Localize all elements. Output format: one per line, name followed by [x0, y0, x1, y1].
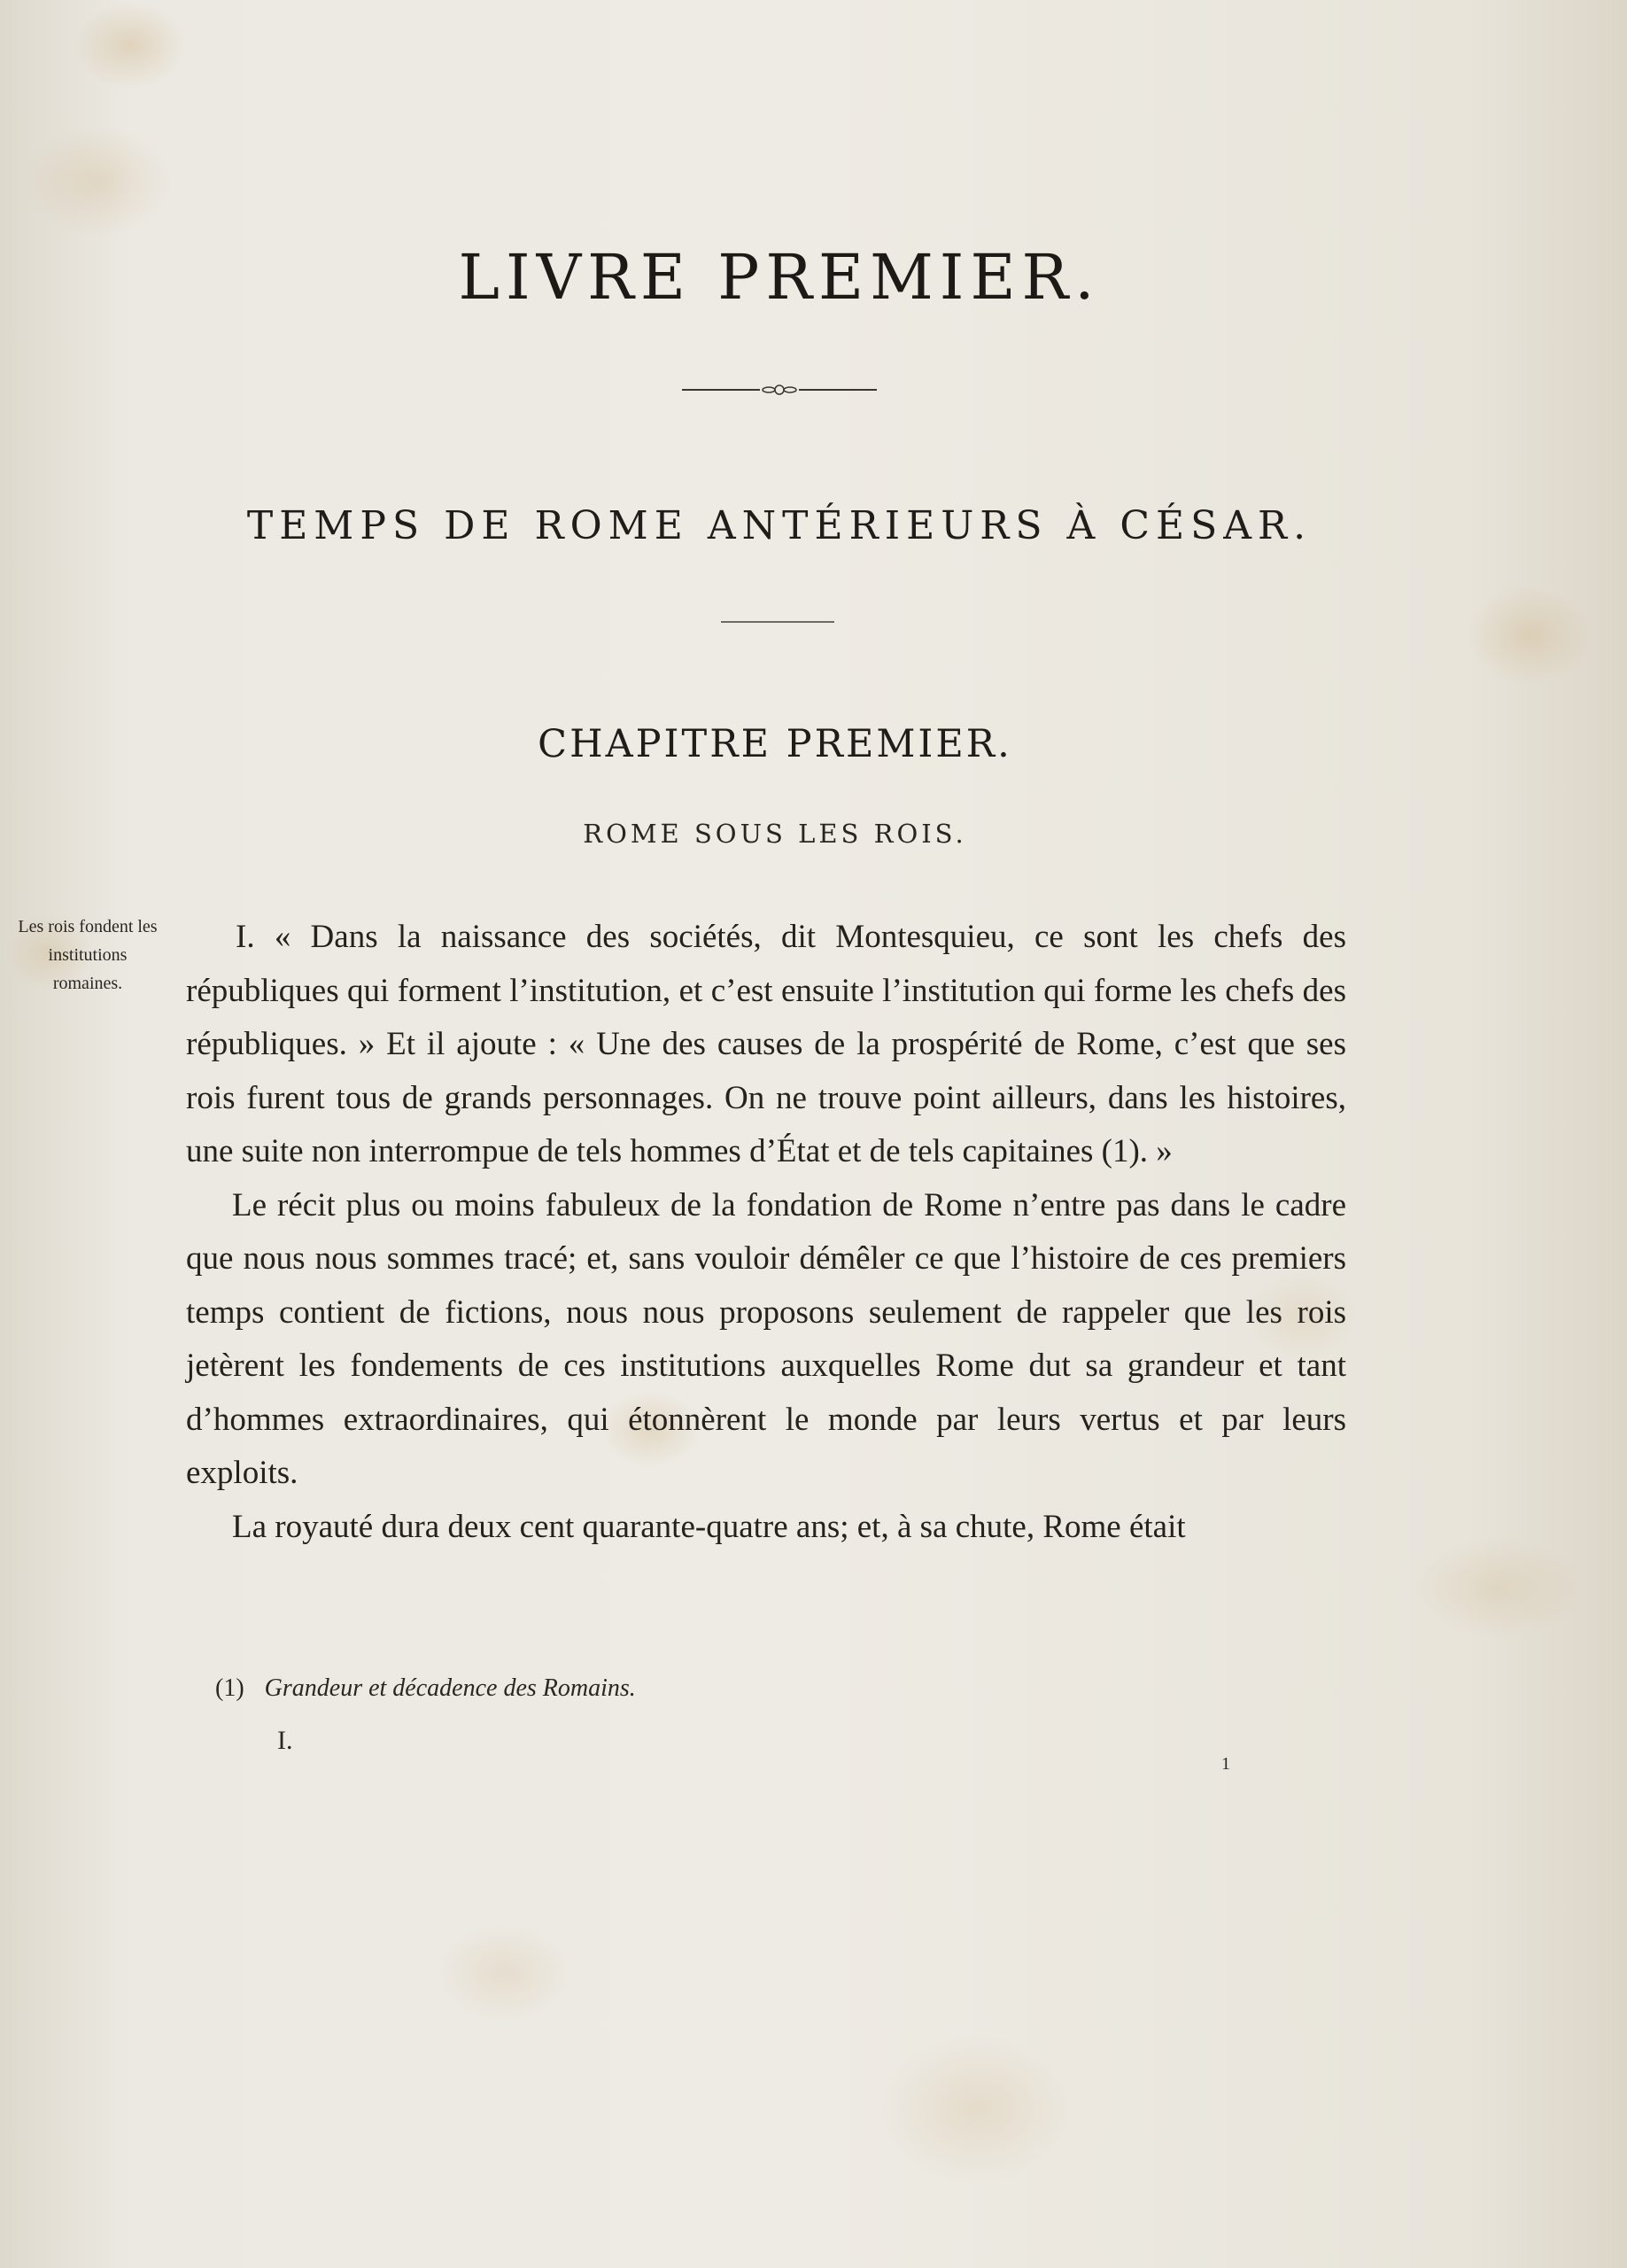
chapter-title: CHAPITRE PREMIER.	[538, 722, 1012, 766]
divider-rule	[721, 621, 834, 623]
footnote-text: Grandeur et décadence des Romains.	[264, 1674, 636, 1702]
marginal-note: Les rois fondent les institutions romaines.	[18, 917, 158, 993]
body-text	[186, 911, 1346, 1554]
paragraph-3: La royauté dura deux cent quarante-quatre ans; et, à sa chute, Rome était	[232, 1508, 1186, 1545]
paragraph-2: Le récit plus ou moins fabuleux de la fondation de Rome n’entre pas dans le cadre que nous nous sommes tracé; et, sans vouloir démêler ce que l’histoire de ces premiers temps contient de fictions, nous nous proposons seulement de rappeler que les rois jetèrent les fondements de ces institutions auxquelles Rome dut sa grandeur et tant d’hommes extraordinaires, qui étonnèrent le monde par leurs vertus et par leurs exploits.	[186, 1186, 1346, 1491]
ornament-divider-icon	[682, 381, 877, 399]
footnote	[215, 1674, 636, 1703]
footnote-number: (1)	[215, 1674, 244, 1702]
paragraph-1: I. « Dans la naissance des sociétés, dit Montesquieu, ce sont les chefs des républiques qui forment l’institution, et c’est ensuite l’institution qui forme les chefs des républiques. » Et il ajoute : « Une des causes de la prospérité de Rome, c’est que ses rois furent tous de grands personnages. On ne trouve point ailleurs, dans les histoires, une suite non interrompue de tels hommes d’État et de tels capitaines (1). »	[186, 919, 1346, 1169]
chapter-subtitle: ROME SOUS LES ROIS.	[583, 819, 967, 849]
page-number: 1	[1221, 1754, 1230, 1774]
section-title: TEMPS DE ROME ANTÉRIEURS À CÉSAR.	[246, 503, 1313, 548]
signature-mark: I.	[277, 1726, 293, 1755]
book-title: LIVRE PREMIER.	[458, 241, 1101, 314]
